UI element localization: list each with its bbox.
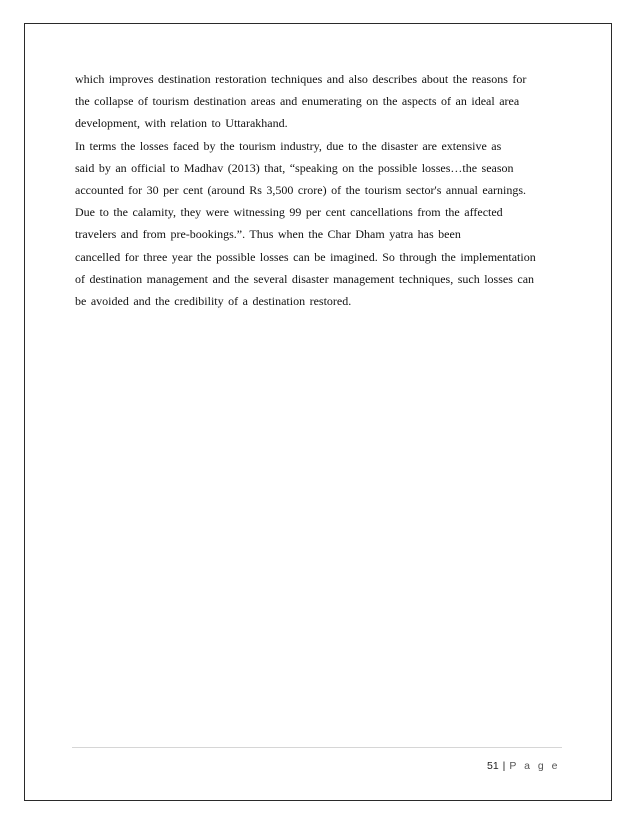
- page-number: 51: [486, 760, 499, 772]
- page-footer: [487, 760, 560, 772]
- text-line: accounted for 30 per cent (around Rs 3,500 crore) of the tourism sector's annual earnings.: [75, 182, 527, 197]
- text-line: of destination management and the several disaster management techniques, such losses can: [75, 271, 535, 286]
- body-text: [75, 68, 555, 312]
- footer-separator: |: [502, 760, 506, 772]
- text-line: which improves destination restoration techniques and also describes about the reasons for: [75, 72, 527, 86]
- text-line: cancelled for three year the possible losses can be imagined. So through the implementation: [75, 249, 536, 264]
- text-line: be avoided and the credibility of a destination restored.: [75, 293, 352, 308]
- text-line: said by an official to Madhav (2013) that, “speaking on the possible losses…the season: [75, 160, 514, 175]
- text-line: In terms the losses faced by the tourism industry, due to the disaster are extensive as: [75, 138, 502, 153]
- text-line: Due to the calamity, they were witnessing 99 per cent cancellations from the affected: [75, 205, 503, 220]
- text-line: development, with relation to Uttarakhand.: [75, 116, 288, 131]
- page-label: P a g e: [509, 760, 560, 772]
- text-line: travelers and from pre-bookings.”. Thus when the Char Dham yatra has been: [75, 227, 461, 242]
- footer-divider: [72, 747, 562, 748]
- text-line: the collapse of tourism destination areas and enumerating on the aspects of an ideal area: [75, 94, 520, 109]
